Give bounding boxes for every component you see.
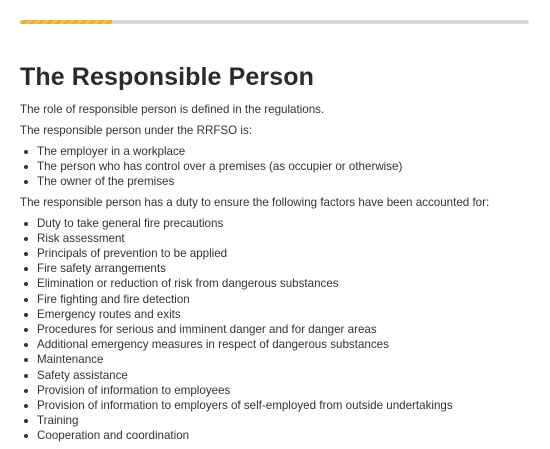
list-item: Provision of information to employees [37, 383, 535, 398]
list-item: The owner of the premises [37, 174, 535, 189]
page-title: The Responsible Person [20, 63, 314, 91]
list-item: Emergency routes and exits [37, 307, 535, 322]
intro-paragraph: The role of responsible person is defined in the regulations. [20, 103, 325, 116]
rrfso-lead-paragraph: The responsible person under the RRFSO is: [20, 124, 252, 137]
duty-list [20, 216, 535, 444]
duty-lead-paragraph: The responsible person has a duty to ensure the following factors have been accounted for: [20, 195, 490, 209]
list-item: Additional emergency measures in respect of dangerous substances [37, 337, 535, 352]
list-item: Fire safety arrangements [37, 261, 535, 276]
list-item: Maintenance [37, 352, 535, 367]
list-item: Safety assistance [37, 368, 535, 383]
list-item: Duty to take general fire precautions [37, 216, 535, 231]
rrfso-list [20, 144, 535, 190]
list-item: Training [37, 413, 535, 428]
list-item: Fire fighting and fire detection [37, 292, 535, 307]
lesson-content [20, 62, 535, 449]
progress-bar-fill [20, 20, 112, 24]
list-item: Risk assessment [37, 231, 535, 246]
list-item: The employer in a workplace [37, 144, 535, 159]
list-item: Cooperation and coordination [37, 428, 535, 443]
course-progress-bar [20, 20, 529, 24]
list-item: The person who has control over a premises (as occupier or otherwise) [37, 159, 535, 174]
list-item: Elimination or reduction of risk from dangerous substances [37, 276, 535, 291]
list-item: Principals of prevention to be applied [37, 246, 535, 261]
list-item: Provision of information to employers of self-employed from outside undertakings [37, 398, 535, 413]
list-item: Procedures for serious and imminent danger and for danger areas [37, 322, 535, 337]
